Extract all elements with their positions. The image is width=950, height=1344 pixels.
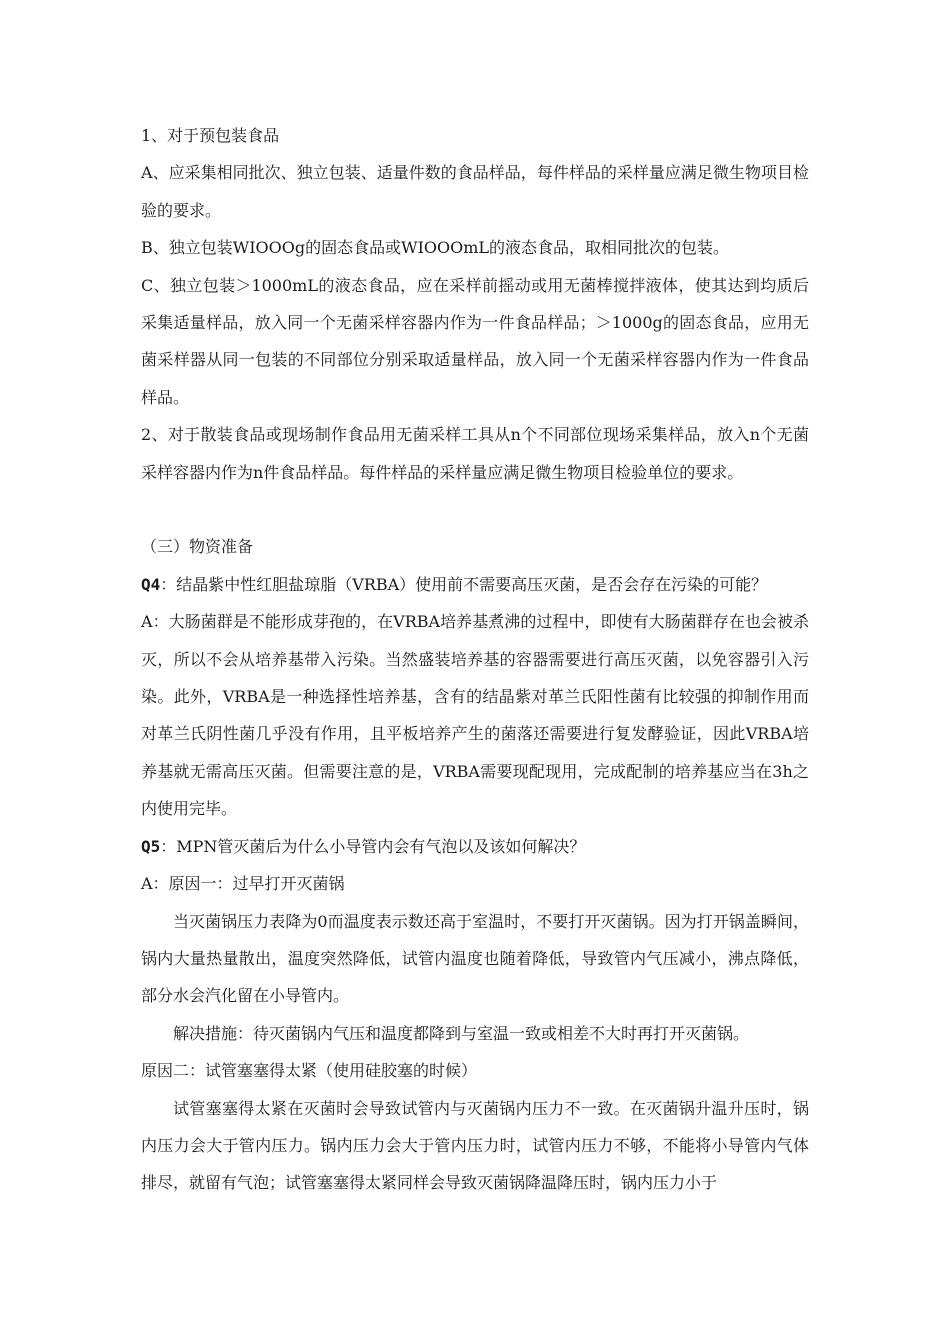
paragraph-item-c: C、独立包装＞1000mL的液态食品，应在采样前摇动或用无菌棒搅拌液体，使其达到均质后采集适量样品，放入同一个无菌采样容器内作为一件食品样品；＞1000g的固态食品，应用无菌采样器从同一包装的不同部位分别采取适量样品，放入同一个无菌采样容器内作为一件食品样品。	[141, 275, 809, 407]
answer-q5-reason1-detail: 当灭菌锅压力表降为0而温度表示数还高于室温时，不要打开灭菌锅。因为打开锅盖瞬间，锅内大量热量散出，温度突然降低，试管内温度也随着降低，导致管内气压减小，沸点降低，部分水会汽化留在小导管内。	[141, 911, 809, 1006]
question-text-q4: ：结晶紫中性红胆盐琼脂（VRBA）使用前不需要高压灭菌，是否会存在污染的可能？	[160, 574, 768, 594]
answer-q5-reason1: A：原因一：过早打开灭菌锅	[141, 874, 345, 894]
question-q4	[141, 566, 809, 603]
question-label-q4: Q4	[141, 574, 161, 594]
question-q5	[141, 828, 809, 865]
answer-q4: A：大肠菌群是不能形成芽孢的，在VRBA培养基煮沸的过程中，即使有大肠菌群存在也会被杀灭，所以不会从培养基带入污染。当然盛装培养基的容器需要进行高压灭菌，以免容器引入污染。此外，VRBA是一种选择性培养基，含有的结晶紫对革兰氏阳性菌有比较强的抑制作用而对革兰氏阴性菌几乎没有作用，且平板培养产生的菌落还需要进行复发酵验证，因此VRBA培养基就无需高压灭菌。但需要注意的是，VRBA需要现配现用，完成配制的培养基应当在3h之内使用完毕。	[141, 612, 809, 819]
answer-q5-reason2-detail: 试管塞塞得太紧在灭菌时会导致试管内与灭菌锅内压力不一致。在灭菌锅升温升压时，锅内压力会大于管内压力。锅内压力会大于管内压力时，试管内压力不够，不能将小导管内气体排尽，就留有气泡；试管塞塞得太紧同样会导致灭菌锅降温降压时，锅内压力小于	[141, 1098, 809, 1193]
heading-prepackaged-food: 1、对于预包装食品	[141, 126, 280, 145]
question-text-q5: ：MPN管灭菌后为什么小导管内会有气泡以及该如何解决？	[160, 836, 586, 856]
document-body	[141, 117, 809, 1202]
paragraph-bulk-food: 2、对于散装食品或现场制作食品用无菌采样工具从n个不同部位现场采集样品，放入n个无菌采样容器内作为n件食品样品。每件样品的采样量应满足微生物项目检验单位的要求。	[141, 425, 809, 482]
paragraph-item-b: B、独立包装WIOOOg的固态食品或WIOOOmL的液态食品，取相同批次的包装。	[141, 238, 730, 258]
blank-line	[141, 491, 809, 528]
answer-q5-reason2: 原因二：试管塞塞得太紧（使用硅胶塞的时候）	[141, 1061, 478, 1081]
paragraph-item-a: A、应采集相同批次、独立包装、适量件数的食品样品，每件样品的采样量应满足微生物项目检验的要求。	[141, 163, 809, 220]
answer-q5-solution: 解决措施：待灭菌锅内气压和温度都降到与室温一致或相差不大时再打开灭菌锅。	[173, 1023, 750, 1043]
question-label-q5: Q5	[141, 836, 161, 856]
section-title-materials: （三）物资准备	[141, 537, 254, 557]
